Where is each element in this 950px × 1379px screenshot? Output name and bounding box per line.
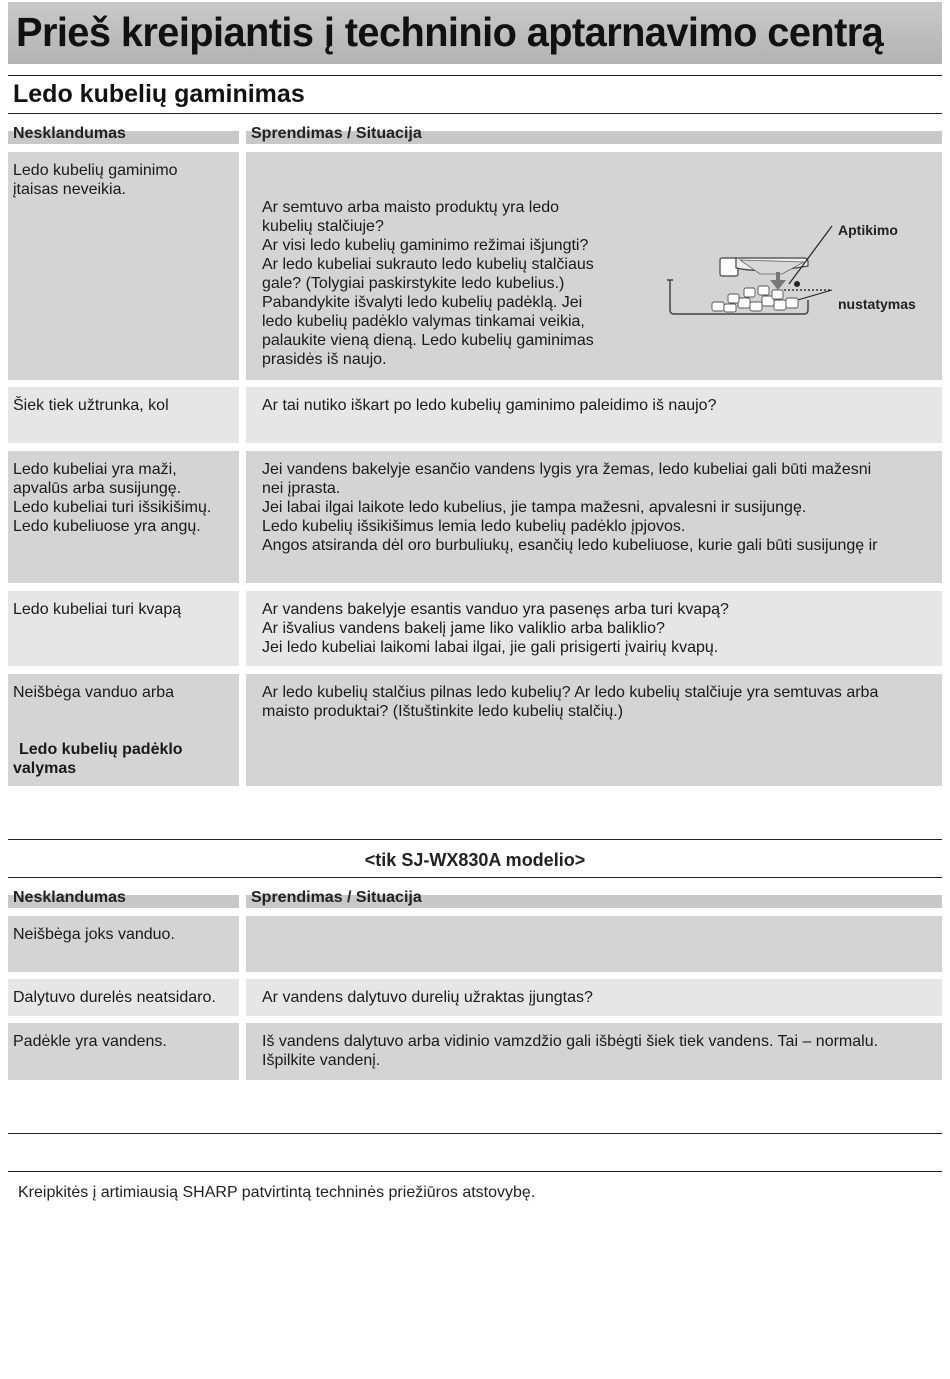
divider (8, 1171, 942, 1172)
divider (8, 113, 942, 114)
divider (8, 877, 942, 878)
problem-cell: Ledo kubelių gaminimo įtaisas neveikia. (8, 152, 239, 380)
solution-cell: Ar tai nutiko iškart po ledo kubelių gaminimo paleidimo iš naujo? (246, 387, 942, 443)
footer-note: Kreipkitės į artimiausią SHARP patvirtintą techninės priežiūros atstovybę. (18, 1184, 536, 1201)
problem-cell: Ledo kubeliai yra maži, apvalūs arba susijungę. Ledo kubeliai turi išsikišimų. Ledo kubeliuose yra angų. (8, 451, 239, 583)
problem-cell: Šiek tiek užtrunka, kol (8, 387, 239, 443)
solution-cell: Ar ledo kubelių stalčius pilnas ledo kubelių? Ar ledo kubelių stalčiuje yra semtuvas arba maisto produktai? (Ištuštinkite ledo kubelių stalčių.) (246, 674, 942, 786)
solution-cell: Ar semtuvo arba maisto produktų yra ledo kubelių stalčiuje? Ar visi ledo kubelių gaminimo režimai išjungti? Ar ledo kubeliai sukrauto ledo kubelių stalčiaus gale? (Tolygiai paskirstykite ledo kubelius.) Pabandykite išvalyti ledo kubelių padėklą. Jei ledo kubelių padėklo valymas tinkamai veikia, palaukite vieną dieną. Ledo kubelių gaminimas prasidės iš naujo. (246, 152, 942, 380)
section-title: Ledo kubelių gaminimas (13, 80, 305, 108)
diagram-label-detection: Aptikimo (838, 222, 898, 238)
problem-cell: Padėkle yra vandens. (8, 1023, 239, 1080)
divider (8, 75, 942, 76)
divider (8, 1133, 942, 1134)
problem-cell: Neišbėga joks vanduo. (8, 916, 239, 972)
problem-cell: Dalytuvo durelės neatsidaro. (8, 979, 239, 1016)
column-header-problem: Nesklandumas (8, 895, 239, 908)
divider (8, 839, 942, 840)
solution-cell: Ar vandens bakelyje esantis vanduo yra pasenęs arba turi kvapą? Ar išvalius vandens bakelį jame liko valiklio arba baliklio? Jei ledo kubeliai laikomi labai ilgai, jie gali prisigerti įvairių kvapų. (246, 591, 942, 666)
solution-cell: Jei vandens bakelyje esančio vandens lygis yra žemas, ledo kubeliai gali būti mažesni nei įprasta. Jei labai ilgai laikote ledo kubelius, jie tampa mažesni, apvalesni ir susijungę. Ledo kubelių išsikišimus lemia ledo kubelių padėklo įpjovos. Angos atsiranda dėl oro burbuliukų, esančių ledo kubeliuose, kurie gali būti susijungę ir (246, 451, 942, 583)
model-title: <tik SJ-WX830A modelio> (364, 850, 586, 870)
diagram-label-setting: nustatymas (838, 296, 916, 312)
problem-cell: Neišbėga vanduo arba Ledo kubelių padėklo valymas (8, 674, 239, 786)
column-header-solution: Sprendimas / Situacija (246, 895, 942, 908)
column-header-solution: Sprendimas / Situacija (246, 131, 942, 144)
page-title: Prieš kreipiantis į techninio aptarnavimo centrą (16, 9, 884, 55)
column-header-problem: Nesklandumas (8, 131, 239, 144)
solution-cell (246, 916, 942, 972)
title-banner (8, 2, 942, 64)
solution-cell: Iš vandens dalytuvo arba vidinio vamzdžio gali išbėgti šiek tiek vandens. Tai – normalu. Išpilkite vandenį. (246, 1023, 942, 1080)
ice-detection-diagram (664, 218, 934, 328)
problem-cell: Ledo kubeliai turi kvapą (8, 591, 239, 666)
solution-cell: Ar vandens dalytuvo durelių užraktas įjungtas? (246, 979, 942, 1016)
